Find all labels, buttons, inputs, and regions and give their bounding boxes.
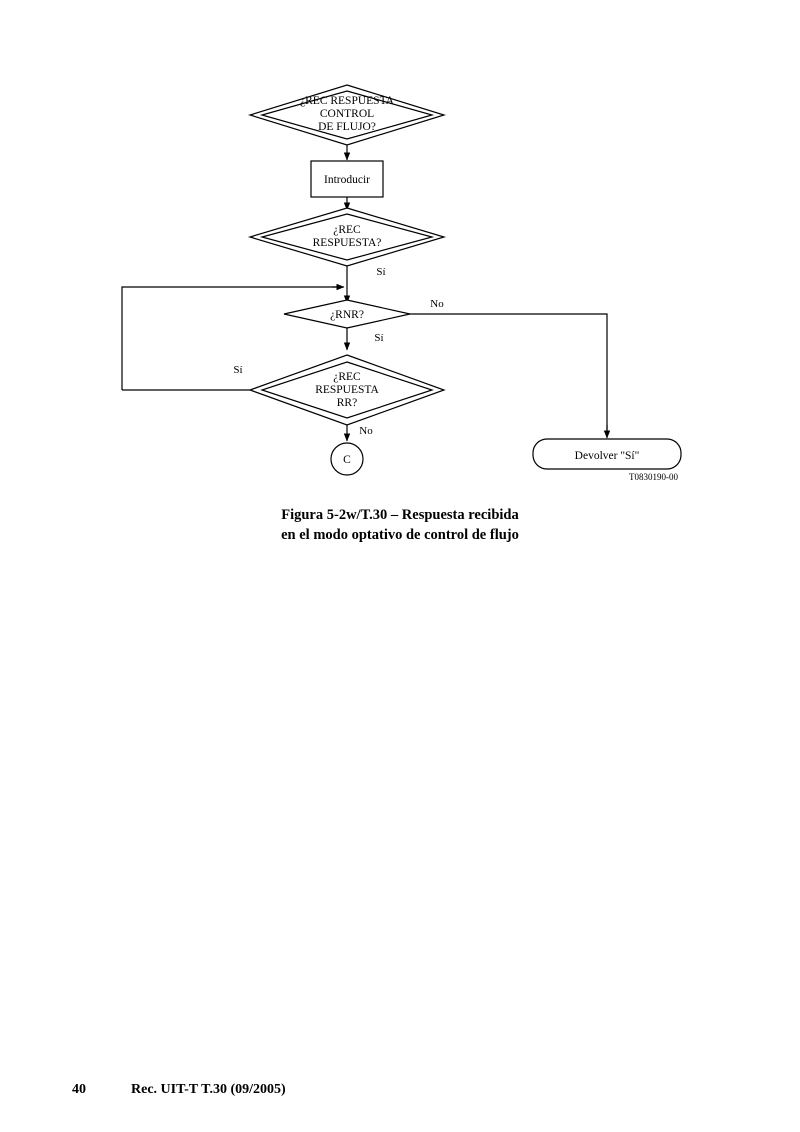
figure-id-label: T0830190-00 [629, 472, 678, 482]
figure-caption [0, 505, 800, 545]
node-label-line2: CONTROL [319, 108, 375, 120]
node-label-rec-rr-l3: RR? [336, 397, 358, 409]
node-label-line3: DE FLUJO? [318, 121, 376, 133]
decision-rnr [284, 300, 410, 328]
node-label-rec-respuesta-l2: RESPUESTA? [312, 237, 382, 249]
connector-c [331, 443, 363, 475]
node-label-rec-rr-l2: RESPUESTA [315, 384, 379, 396]
edge-label-rec-rr-no: No [359, 425, 373, 437]
edge-label-rnr-no: No [430, 298, 444, 310]
decision-rec-respuesta-rr [250, 355, 444, 425]
node-label-devolver-si: Devolver "Sí" [574, 450, 640, 462]
edge-label-rec-respuesta-si: Sí [376, 266, 386, 278]
node-label-rec-rr-l1: ¿REC [333, 371, 361, 383]
terminator-devolver-si [533, 439, 681, 469]
flowchart-svg [0, 60, 800, 490]
node-label-rnr: ¿RNR? [330, 309, 364, 321]
node-label-rec-respuesta-l1: ¿REC [333, 224, 361, 236]
edge-label-rec-rr-si: Sí [233, 364, 243, 376]
node-label-line1: ¿REC RESPUESTA [300, 95, 394, 107]
decision-rec-respuesta-control-flujo [250, 85, 444, 145]
node-label-introducir: Introducir [324, 174, 370, 186]
footer-page-number: 40 [72, 1082, 86, 1097]
decision-rec-respuesta [250, 208, 444, 266]
figure-caption-line2: en el modo optativo de control de flujo [281, 527, 519, 543]
figure-caption-line1: Figura 5-2w/T.30 – Respuesta recibida [281, 507, 519, 523]
process-introducir [311, 161, 383, 197]
node-label-connector-c: C [343, 454, 351, 466]
edge-rnr-no-to-devolver [410, 314, 607, 430]
footer-recommendation-text: Rec. UIT-T T.30 (09/2005) [131, 1082, 286, 1097]
page-footer [0, 1082, 800, 1102]
edge-label-rnr-si: Sí [374, 332, 384, 344]
figure-flowchart [0, 60, 800, 490]
